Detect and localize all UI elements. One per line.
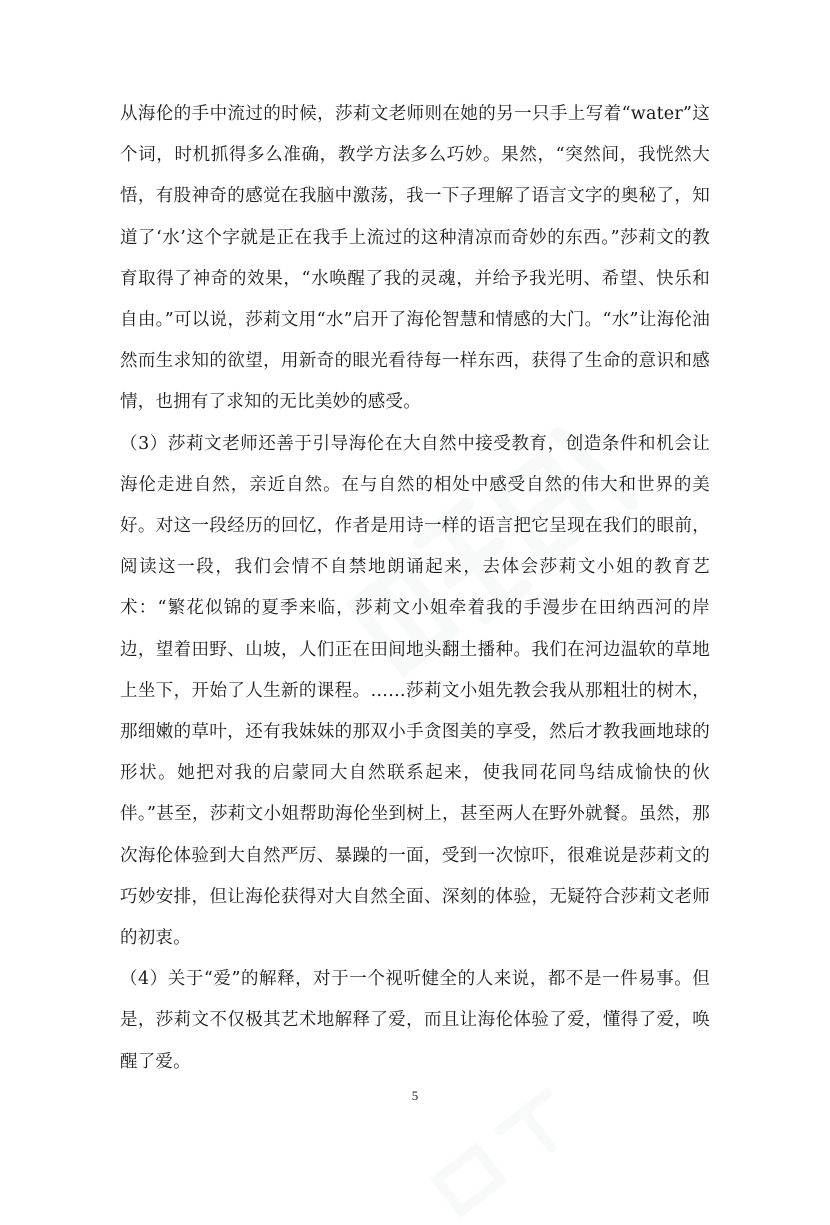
document-body [120,94,710,1083]
paragraph-1: 从海伦的手中流过的时候，莎莉文老师则在她的另一只手上写着“water”这个词，时机抓得多么准确，教学方法多么巧妙。果然，“突然间，我恍然大悟，有股神奇的感觉在我脑中激荡，我一下子理解了语言文字的奥秘了，知道了‘水’这个字就是正在我手上流过的这种清凉而奇妙的东西。”莎莉文的教育取得了神奇的效果，“水唤醒了我的灵魂，并给予我光明、希望、快乐和自由。”可以说，莎莉文用“水”启开了海伦智慧和情感的大门。“水”让海伦油然而生求知的欲望，用新奇的眼光看待每一样东西，获得了生命的意识和感情，也拥有了求知的无比美妙的感受。 [120,104,710,413]
paragraph-3: （4）关于“爱”的解释，对于一个视听健全的人来说，都不是一件易事。但是，莎莉文不仅极其艺术地解释了爱，而且让海伦体验了爱，懂得了爱，唤醒了爱。 [120,969,710,1072]
paragraph-2: （3）莎莉文老师还善于引导海伦在大自然中接受教育，创造条件和机会让海伦走进自然，亲近自然。在与自然的相处中感受自然的伟大和世界的美好。对这一段经历的回忆，作者是用诗一样的语言把它呈现在我们的眼前，阅读这一段，我们会情不自禁地朗诵起来，去体会莎莉文小姐的教育艺术：“繁花似锦的夏季来临，莎莉文小姐牵着我的手漫步在田纳西河的岸边，望着田野、山坡，人们正在田间地头翻土播种。我们在河边温软的草地上坐下，开始了人生新的课程。……莎莉文小姐先教会我从那粗壮的树木，那细嫩的草叶，还有我妹妹的那双小手贪图美的享受，然后才教我画地球的形状。她把对我的启蒙同大自然联系起来，使我同花同鸟结成愉快的伙伴。”甚至，莎莉文小姐帮助海伦坐到树上，甚至两人在野外就餐。虽然，那次海伦体验到大自然严厉、暴躁的一面，受到一次惊吓，很难说是莎莉文的巧妙安排，但让海伦获得对大自然全面、深刻的体验，无疑符合莎莉文老师的初衷。 [120,433,710,949]
page-number: 5 [411,1088,419,1103]
